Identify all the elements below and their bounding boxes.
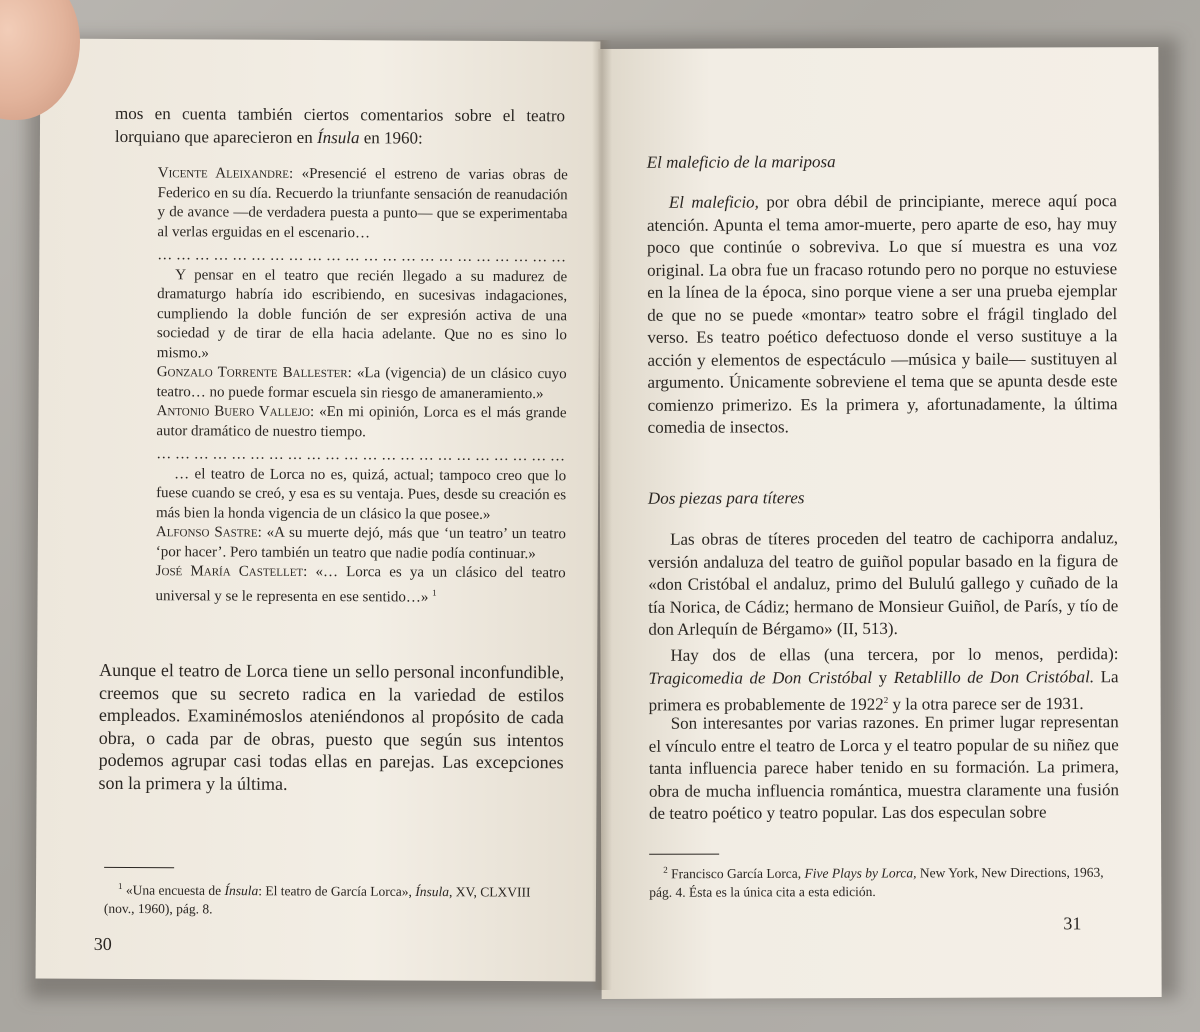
main-paragraph: Aunque el teatro de Lorca tiene un sello personal inconfundible, creemos que su secreto radica en la variedad de estilos empleados. Examinémoslos ateniéndonos al propósito de cada obra, o cada par de obras, puesto que según sus intentos podemos agrupar casi todas ellas en parejas. Las excepciones son la primera y la última. — [98, 659, 565, 794]
quote-castellet: José María Castellet: «… Lorca es ya un clásico del teatro universal y se le representa en ese sentido…» $^1$ — [155, 563, 566, 606]
titeres-paragraph-1: Las obras de títeres proceden del teatro de cachiporra andaluz, versión andaluza del teatro de guiñol popular basado en la figura de «don Cristóbal el andaluz, primo del Bululú gallego y cuñado de la tía Norica, de Cádiz; hermano de Monsieur Guiñol, de París, y tío de don Arlequín de Bérgamo» (II, 513). — [648, 528, 1119, 639]
left-page — [36, 39, 601, 982]
book-spine — [592, 40, 612, 990]
section-title-titeres: Dos piezas para títeres — [647, 488, 805, 508]
ellipsis-line: … … … … … … … … … … … … … … … … … … … … … … — [156, 446, 566, 465]
footnote-rule — [649, 854, 719, 855]
quote-sastre: Alfonso Sastre: «A su muerte dejó, más que ‘un teatro’ un teatro ‘por hacer’. Pero también un teatro que nadie podía continuar.» — [155, 524, 566, 562]
quote-aleixandre: Vicente Aleixandre: «Presencié el estreno de varias obras de Federico en su día. Recuerdo la triunfante sensación de reanudación y de avance —de verdadera puesta a punto— que se experimentaba al verlas erguidas en el escenario… — [157, 165, 568, 241]
ellipsis-line: … … … … … … … … … … … … … … … … … … … … … … — [157, 247, 567, 266]
page-number-right: 31 — [1063, 913, 1082, 934]
intro-paragraph: mos en cuenta también ciertos comentarios sobre el teatro lorquiano que aparecieron en Ínsula en 1960: — [114, 103, 566, 148]
footnote-ref: 1 — [432, 587, 437, 598]
maleficio-paragraph: El maleficio, por obra débil de principiante, merece aquí poca atención. Apunta el tema amor-muerte, pero aparte de eso, hay muy poco que continúe o sobreviva. Lo que sí muestra es una voz original. La obra fue un fracaso rotundo pero no porque no estuviese en la línea de la época, sino porque viene a ser una prueba ejemplar de que no se puede «montar» teatro sobre el frágil tinglado del verso. Es teatro poético defectuoso donde el verso sustituye a la acción y elementos de espectáculo —música y baile— sustituyen al argumento. Únicamente sobreviene el tema que se apunta desde este comienzo primerizo. Es la primera y, afortunadamente, la última comedia de insectos. — [646, 191, 1118, 437]
footnote-1: $^1$ «Una encuesta de Ínsula: El teatro de García Lorca», Ínsula, XV, CLXVIII (nov., 1960), pág. 8. — [103, 880, 531, 916]
quote-torrente: Gonzalo Torrente Ballester: «La (vigencia) de un clásico cuyo teatro… no puede formar escuela sin riesgo de amaneramiento.» — [156, 364, 567, 402]
footnote-2: $^2$ Francisco García Lorca, Five Plays by Lorca, New York, New Directions, 1963, pág. 4. Ésta es la única cita a esta edición. — [649, 864, 1104, 900]
quote-aleixandre-cont: Y pensar en el teatro que recién llegado a su madurez de dramaturgo habría ido escribiendo, en sucesivas indagaciones, cumpliendo la doble función de ser expresión activa de una sociedad y de tirar de ella hacia adelante. Que no es sino lo mismo.» — [156, 266, 568, 361]
quote-buero: Antonio Buero Vallejo: «En mi opinión, Lorca es el más grande autor dramático de nuestro tiempo. — [156, 403, 567, 440]
footnote-rule — [104, 867, 174, 868]
section-title-maleficio: El maleficio de la mariposa — [646, 152, 836, 172]
quotes-block — [155, 164, 567, 608]
titeres-paragraph-2: Hay dos de ellas (una tercera, por lo menos, perdida): Tragicomedia de Don Cristóbal y Retablillo de Don Cristóbal. La primera es probablemente de 1922$^2$ y la otra parece ser de 1931. — [648, 644, 1119, 715]
page-number-left: 30 — [93, 933, 112, 954]
quote-buero-cont: … el teatro de Lorca no es, quizá, actual; tampoco creo que lo fuese cuando se creó, y esa es su ventaja. Pues, desde su creación es más bien la honda vigencia de un clásico la que posee.» — [155, 465, 567, 523]
titeres-paragraph-3: Son interesantes por varias razones. En primer lugar representan el vínculo entre el teatro de Lorca y el teatro popular de su niñez que tanta influencia parece haber tenido en su formación. La primera, obra de mucha influencia romántica, muestra claramente una fusión de teatro poético y teatro popular. Las dos especulan sobre — [648, 712, 1119, 823]
right-page — [598, 47, 1161, 999]
